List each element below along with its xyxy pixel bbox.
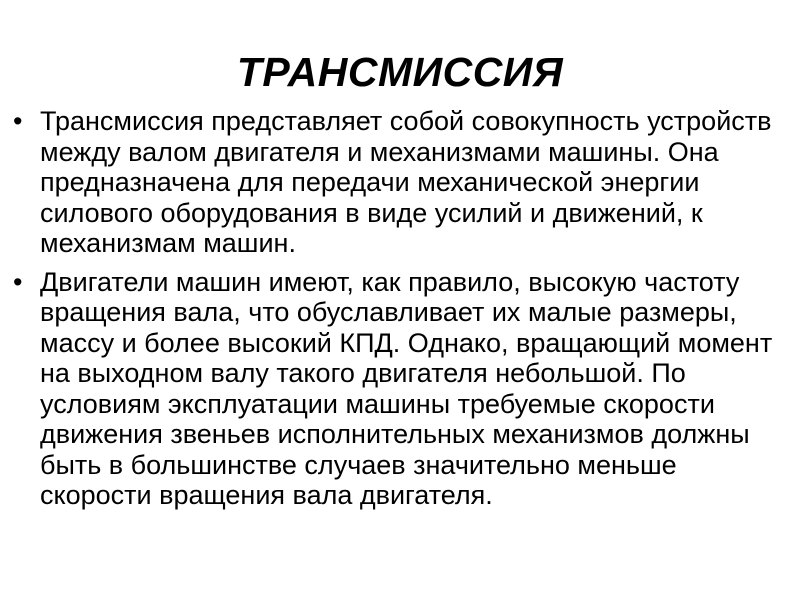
- bullet-item: [0, 106, 800, 259]
- bullet-icon: •: [13, 106, 23, 136]
- bullet-text: Трансмиссия представляет собой совокупность устройств между валом двигателя и механизмами машины. Она предназначена для передачи механической энергии силового оборудования в виде усилий и движений, к механизмам машин.: [40, 106, 772, 258]
- bullet-icon: •: [13, 266, 23, 297]
- bullet-item: [0, 267, 800, 511]
- bullet-list: [0, 106, 800, 519]
- slide-title: ТРАНСМИССИЯ: [236, 49, 564, 95]
- bullet-text: Двигатели машин имеют, как правило, высокую частоту вращения вала, что обуславливает их малые размеры, массу и более высокий КПД. Однако, вращающий момент на выходном валу такого двигателя небольшой. По условиям эксплуатации машины требуемые скорости движения звеньев исполнительных механизмов должны быть в большинстве случаев значительно меньше скорости вращения вала двигателя.: [40, 266, 773, 510]
